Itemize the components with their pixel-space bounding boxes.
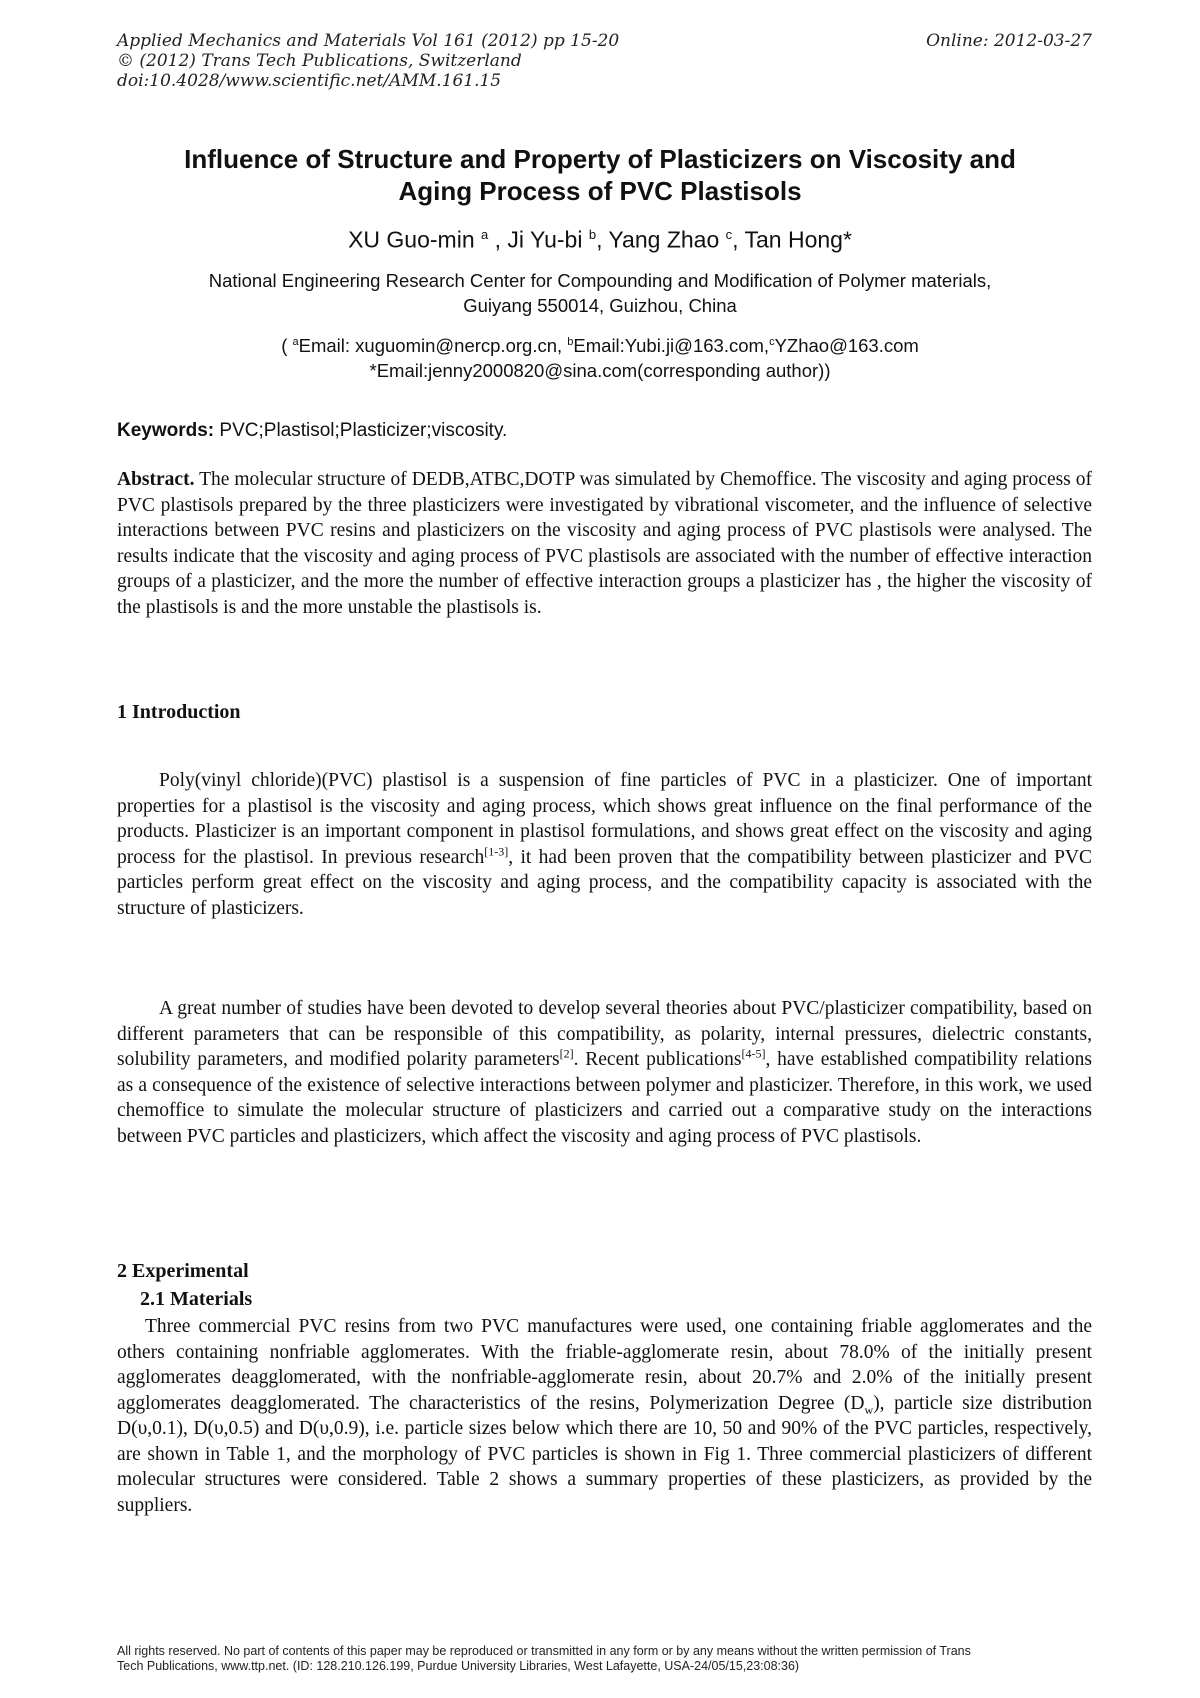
- copyright-line: © (2012) Trans Tech Publications, Switzerland: [117, 51, 522, 71]
- keywords: [117, 420, 507, 442]
- email-3: YZhao@163.com: [774, 335, 919, 357]
- abstract-label: Abstract.: [117, 469, 195, 490]
- author-1-mark: a: [481, 227, 489, 242]
- keywords-text: PVC;Plastisol;Plasticizer;viscosity.: [219, 420, 508, 441]
- affiliation-line-1: National Engineering Research Center for Compounding and Modification of Polymer materials,: [208, 270, 992, 291]
- author-2-mark: b: [588, 227, 597, 242]
- email-line-2: *Email:jenny2000820@sina.com(corresponding author)): [369, 360, 831, 382]
- intro-p2-text-b: . Recent publications: [573, 1049, 742, 1070]
- abstract-text: The molecular structure of DEDB,ATBC,DOTP was simulated by Chemoffice. The viscosity and aging process of PVC plastisols prepared by the three plasticizers were investigated by vibrational viscometer, and the influence of selective interactions between PVC resins and plasticizers on the viscosity and aging process of PVC plastisols were analysed. The results indicate that the viscosity and aging process of PVC plastisols are associated with the number of effective interaction groups of a plasticizer, and the more the number of effective interaction groups a plasticizer has , the higher the viscosity of the plastisols is and the more unstable the plastisols is.: [117, 469, 1092, 618]
- paper-title: [100, 143, 1100, 207]
- author-3: , Yang Zhao: [596, 226, 720, 253]
- doi-line: doi:10.4028/www.scientific.net/AMM.161.15: [117, 71, 502, 91]
- citation-ref: [2]: [559, 1046, 574, 1061]
- footer-line-2: Tech Publications, www.ttp.net. (ID: 128.210.126.199, Purdue University Libraries, West Lafayette, USA-24/05/15,23:08:36): [117, 1659, 800, 1673]
- materials-text-b: ), particle size distribution D(υ,0.1), D(υ,0.5) and D(υ,0.9), i.e. particle sizes below which there are 10, 50 and 90% of the PVC particles, respectively, are shown in Table 1, and the morphology of PVC particles is shown in Fig 1. Three commercial plasticizers of different molecular structures were considered. Table 2 shows a summary properties of these plasticizers, as provided by the suppliers.: [117, 1392, 1092, 1516]
- title-line-1: Influence of Structure and Property of Plasticizers on Viscosity and: [184, 144, 1016, 174]
- author-emails: [100, 330, 1100, 383]
- author-3-mark: c: [725, 227, 733, 242]
- footer-line-1: All rights reserved. No part of contents of this paper may be reproduced or transmitted in any form or by any means without the written permission of Trans: [117, 1644, 971, 1658]
- author-2: , Ji Yu-bi: [494, 226, 583, 253]
- email-mark-c: c: [769, 336, 775, 348]
- affiliation-line-2: Guiyang 550014, Guizhou, China: [463, 295, 737, 316]
- materials-text-a: Three commercial PVC resins from two PVC manufactures were used, one containing friable agglomerates and the others containing nonfriable agglomerates. With the friable-agglomerate resin, about 78.0% of the initially present agglomerates deagglomerated, with the nonfriable-agglomerate resin, about 20.7% and 2.0% of the initially present agglomerates deagglomerated. The characteristics of the resins, Polymerization Degree (D: [117, 1316, 1092, 1414]
- subscript-w: w: [864, 1402, 874, 1417]
- intro-p1-text-a: Poly(vinyl chloride)(PVC) plastisol is a suspension of fine particles of PVC in a plasticizer. One of important properties for a plastisol is the viscosity and aging process, which shows great influence on the final performance of the products. Plasticizer is an important component in plastisol formulations, and shows great effect on the viscosity and aging process for the plastisol. In previous research: [117, 770, 1092, 868]
- author-list: [100, 221, 1100, 254]
- subsection-heading-materials: 2.1 Materials: [140, 1288, 253, 1310]
- author-4: , Tan Hong*: [732, 226, 852, 253]
- intro-p2-text-a: A great number of studies have been devoted to develop several theories about PVC/plasticizer compatibility, based on different parameters that can be responsible of this compatibility, as polarity, internal pressures, dielectric constants, solubility parameters, and modified polarity parameters: [117, 998, 1092, 1070]
- affiliation: [100, 268, 1100, 318]
- copyright-footer: [117, 1644, 1097, 1674]
- abstract: [117, 467, 1092, 620]
- online-date: Online: 2012-03-27: [926, 31, 1092, 51]
- email-1: Email: xuguomin@nercp.org.cn,: [298, 335, 563, 357]
- section-heading-introduction: 1 Introduction: [117, 701, 241, 723]
- email-open-paren: (: [281, 335, 288, 357]
- email-mark-b: b: [567, 336, 574, 348]
- citation-ref: [4-5]: [741, 1046, 766, 1061]
- keywords-label: Keywords:: [117, 420, 215, 441]
- title-line-2: Aging Process of PVC Plastisols: [398, 176, 802, 206]
- section-heading-experimental: 2 Experimental: [117, 1260, 249, 1282]
- intro-paragraph-1: [117, 768, 1092, 921]
- email-2: Email:Yubi.ji@163.com,: [573, 335, 770, 357]
- journal-line: Applied Mechanics and Materials Vol 161 (2012) pp 15-20: [117, 31, 620, 51]
- intro-paragraph-2: [117, 996, 1092, 1149]
- email-mark-a: a: [292, 336, 299, 348]
- email-line-1: [100, 330, 1100, 358]
- materials-paragraph: [117, 1314, 1092, 1518]
- citation-ref: [1-3]: [484, 844, 509, 858]
- author-1: XU Guo-min: [348, 226, 475, 253]
- journal-header: [117, 31, 619, 91]
- intro-p2-text-c: , have established compatibility relations as a consequence of the existence of selective interactions between polymer and plasticizer. Therefore, in this work, we used chemoffice to simulate the molecular structure of plasticizers and carried out a comparative study on the interactions between PVC particles and plasticizers, which affect the viscosity and aging process of PVC plastisols.: [117, 1049, 1092, 1147]
- intro-p1-text-b: , it had been proven that the compatibility between plasticizer and PVC particles perform great effect on the viscosity and aging process, and the compatibility capacity is associated with the structure of plasticizers.: [117, 846, 1092, 919]
